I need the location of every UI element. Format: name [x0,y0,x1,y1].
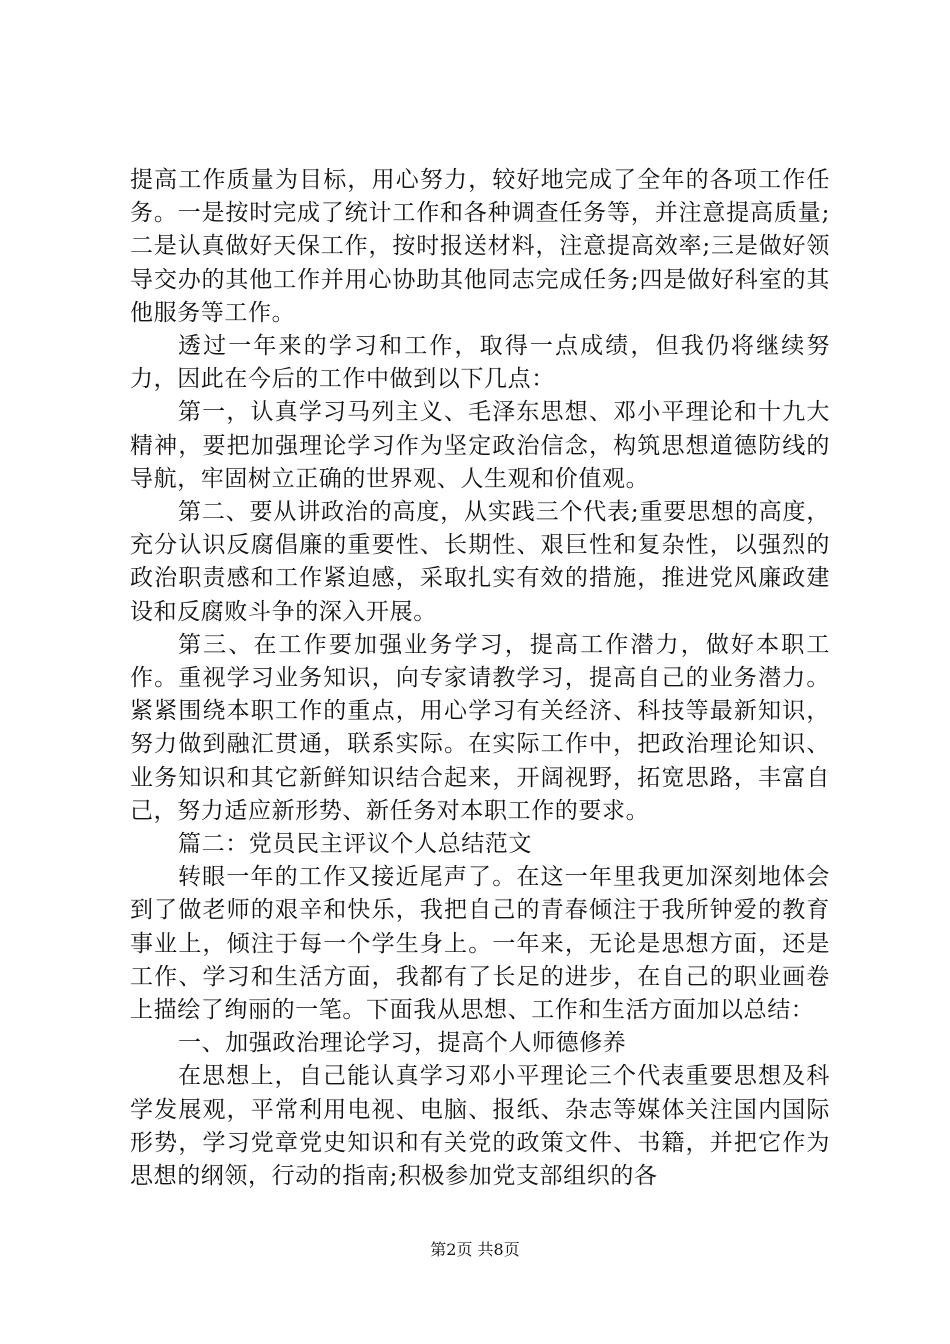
paragraph-1: 提高工作质量为目标，用心努力，较好地完成了全年的各项工作任务。一是按时完成了统计工作和各种调查任务等，并注意提高质量;二是认真做好天保工作，按时报送材料，注意提高效率;三是做好领导交办的其他工作并用心协助其他同志完成任务;四是做好科室的其他服务等工作。 [130,167,830,326]
paragraph-7: 在思想上，自己能认真学习邓小平理论三个代表重要思想及科学发展观，平常利用电视、电脑、报纸、杂志等媒体关注国内国际形势，学习党章党史知识和有关党的政策文件、书籍，并把它作为思想的纲领，行动的指南;积极参加党支部组织的各 [130,1063,830,1190]
subsection-heading: 一、加强政治理论学习，提高个人师德修养 [178,1030,627,1057]
paragraph-3: 第一，认真学习马列主义、毛泽东思想、邓小平理论和十九大精神，要把加强理论学习作为坚定政治信念，构筑思想道德防线的导航，牢固树立正确的世界观、人生观和价值观。 [130,399,830,492]
section-heading: 篇二：党员民主评议个人总结范文 [178,831,532,858]
document-body [130,164,830,1193]
page-number-label: 第2页 共8页 [430,1240,520,1259]
paragraph-5: 第三、在工作要加强业务学习，提高工作潜力，做好本职工作。重视学习业务知识，向专家请教学习，提高自己的业务潜力。紧紧围绕本职工作的重点，用心学习有关经济、科技等最新知识，努力做到融汇贯通，联系实际。在实际工作中，把政治理论知识、业务知识和其它新鲜知识结合起来，开阔视野，拓宽思路，丰富自己，努力适应新形势、新任务对本职工作的要求。 [130,631,830,824]
paragraph-6: 转眼一年的工作又接近尾声了。在这一年里我更加深刻地体会到了做老师的艰辛和快乐，我把自己的青春倾注于我所钟爱的教育事业上，倾注于每一个学生身上。一年来，无论是思想方面，还是工作、学习和生活方面，我都有了长足的进步，在自己的职业画卷上描绘了绚丽的一笔。下面我从思想、工作和生活方面加以总结： [130,864,830,1024]
paragraph-2: 透过一年来的学习和工作，取得一点成绩，但我仍将继续努力，因此在今后的工作中做到以下几点： [130,333,830,393]
page-footer [0,1240,950,1260]
paragraph-4: 第二、要从讲政治的高度，从实践三个代表;重要思想的高度，充分认识反腐倡廉的重要性、长期性、艰巨性和复杂性，以强烈的政治职责感和工作紧迫感，采取扎实有效的措施，推进党风廉政建设和反腐败斗争的深入开展。 [130,499,830,625]
